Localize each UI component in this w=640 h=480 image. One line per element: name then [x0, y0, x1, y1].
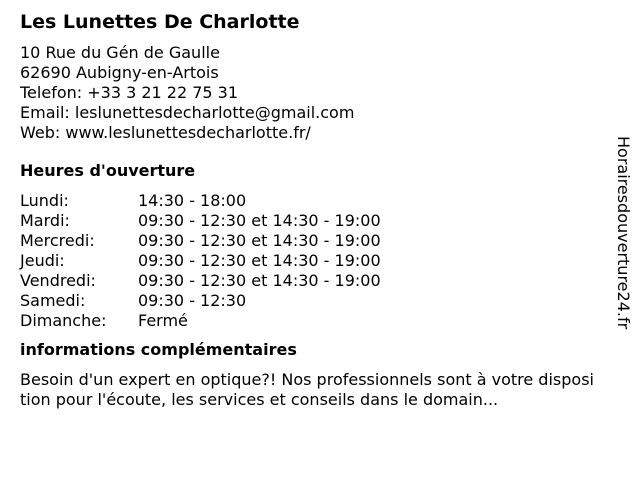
phone-number: Telefon: +33 3 21 22 75 31 [20, 83, 239, 102]
hours-row-thursday [20, 251, 600, 271]
hours-time: Fermé [138, 311, 188, 330]
hours-time: 14:30 - 18:00 [138, 191, 247, 210]
hours-table [20, 191, 600, 331]
address-street: 10 Rue du Gén de Gaulle [20, 43, 220, 62]
website-address: Web: www.leslunettesdecharlotte.fr/ [20, 123, 311, 142]
email-address: Email: leslunettesdecharlotte@gmail.com [20, 103, 355, 122]
hours-time: 09:30 - 12:30 et 14:30 - 19:00 [138, 251, 381, 270]
hours-day: Dimanche: [20, 311, 107, 330]
hours-time: 09:30 - 12:30 [138, 291, 247, 310]
hours-time: 09:30 - 12:30 et 14:30 - 19:00 [138, 231, 381, 250]
business-card [20, 10, 600, 410]
hours-heading: Heures d'ouverture [20, 161, 196, 180]
hours-row-wednesday [20, 231, 600, 251]
hours-day: Mardi: [20, 211, 70, 230]
business-name: Les Lunettes De Charlotte [20, 11, 300, 33]
contact-block [20, 43, 600, 143]
hours-time: 09:30 - 12:30 et 14:30 - 19:00 [138, 271, 381, 290]
hours-row-sunday [20, 311, 600, 331]
hours-day: Samedi: [20, 291, 86, 310]
hours-time: 09:30 - 12:30 et 14:30 - 19:00 [138, 211, 381, 230]
hours-row-friday [20, 271, 600, 291]
hours-day: Jeudi: [20, 251, 65, 270]
hours-row-tuesday [20, 211, 600, 231]
address-city: 62690 Aubigny-en-Artois [20, 63, 219, 82]
info-heading: informations complémentaires [20, 340, 297, 359]
brand-watermark: Horairesdouverture24.fr [614, 136, 633, 330]
hours-day: Mercredi: [20, 231, 95, 250]
hours-day: Vendredi: [20, 271, 96, 290]
hours-day: Lundi: [20, 191, 69, 210]
hours-row-saturday [20, 291, 600, 311]
hours-row-monday [20, 191, 600, 211]
info-description: Besoin d'un expert en optique?! Nos professionnels sont à votre disposition pour l'écoute, les services et conseils dans le domain... [20, 370, 594, 409]
